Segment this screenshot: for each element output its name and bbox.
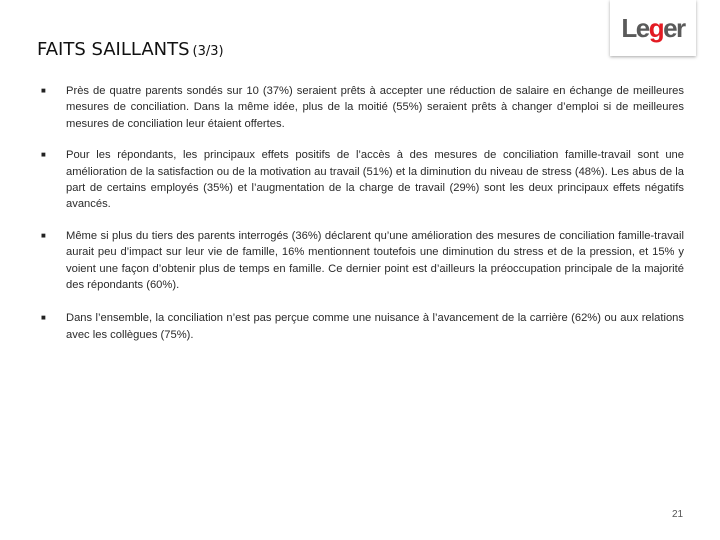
highlight-text: Pour les répondants, les principaux effets positifs de l’accès à des mesures de conciliation famille-travail sont une amélioration de la satisfaction ou de la motivation au travail (51%) et la diminution du niveau de stress (48%). Les abus de la part de certains employés (35%) et l’augmentation de la charge de travail (29%) sont les deux principaux effets négatifs avancés. [66, 149, 684, 211]
leger-logo [610, 0, 696, 56]
slide-title-main: FAITS SAILLANTS [37, 39, 190, 60]
slide-title [37, 39, 224, 60]
logo-suffix: er [663, 12, 685, 43]
highlight-item [41, 147, 684, 213]
highlight-text: Près de quatre parents sondés sur 10 (37%) seraient prêts à accepter une réduction de salaire en échange de meilleures mesures de conciliation. Dans la même idée, plus de la moitié (55%) seraient prêts à changer d’emploi si de meilleures mesures de conciliation leur étaient offertes. [66, 85, 684, 130]
highlight-item [41, 310, 684, 343]
bullet-square-icon: ■ [41, 150, 46, 160]
highlight-item [41, 228, 684, 294]
highlights-list [41, 83, 684, 358]
logo-wordmark [621, 13, 684, 44]
highlight-item [41, 83, 684, 132]
logo-g: g [648, 12, 664, 43]
highlight-text: Dans l’ensemble, la conciliation n’est pas perçue comme une nuisance à l’avancement de la carrière (62%) ou aux relations avec les collègues (75%). [66, 312, 684, 341]
logo-prefix: Le [621, 12, 649, 43]
bullet-square-icon: ■ [41, 86, 46, 95]
page-number: 21 [672, 509, 684, 520]
highlight-text: Même si plus du tiers des parents interrogés (36%) déclarent qu’une amélioration des mesures de conciliation famille-travail aurait peu d’impact sur leur vie de famille, 16% mentionnent toutefois une diminution du stress et de la pression, et 15% y voient une façon d’obtenir plus de temps en famille. Ce dernier point est d’ailleurs la préoccupation principale de la majorité des répondants (60%). [66, 229, 684, 292]
bullet-square-icon: ■ [41, 230, 46, 240]
slide-title-suffix: (3/3) [192, 44, 224, 59]
bullet-square-icon: ■ [41, 313, 46, 323]
